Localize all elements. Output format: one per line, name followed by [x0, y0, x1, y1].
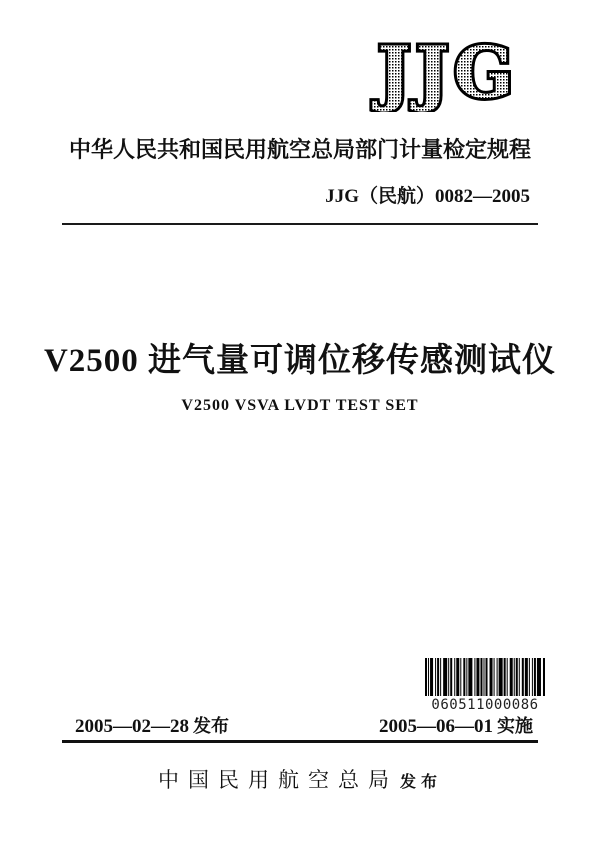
implement-date: 2005—06—01 — [379, 716, 493, 737]
main-title: V2500 进气量可调位移传感测试仪 — [43, 343, 557, 379]
document-number: JJG（民航）0082—2005 — [325, 186, 530, 207]
barcode-bars-icon — [425, 658, 545, 696]
publisher-name: 中国民用航空总局 — [157, 768, 398, 792]
bottom-divider-line — [62, 740, 538, 743]
english-subtitle: V2500 VSVA LVDT TEST SET — [181, 397, 419, 414]
publisher-action-label: 发布 — [399, 774, 442, 791]
jjg-logo-text: JJG — [377, 40, 519, 112]
implement-date-label: 实施 — [497, 716, 533, 736]
publisher-line — [0, 764, 600, 794]
top-divider-line — [62, 223, 538, 225]
implement-date-line — [379, 712, 533, 738]
barcode-block — [423, 658, 547, 713]
issue-date-label: 发布 — [193, 716, 229, 736]
issue-date: 2005—02—28 — [75, 716, 189, 737]
header-title: 中华人民共和国民用航空总局部门计量检定规程 — [68, 137, 531, 162]
issue-date-line — [75, 712, 229, 738]
jjg-logo — [350, 40, 546, 112]
barcode-number: 060511000086 — [431, 697, 539, 713]
